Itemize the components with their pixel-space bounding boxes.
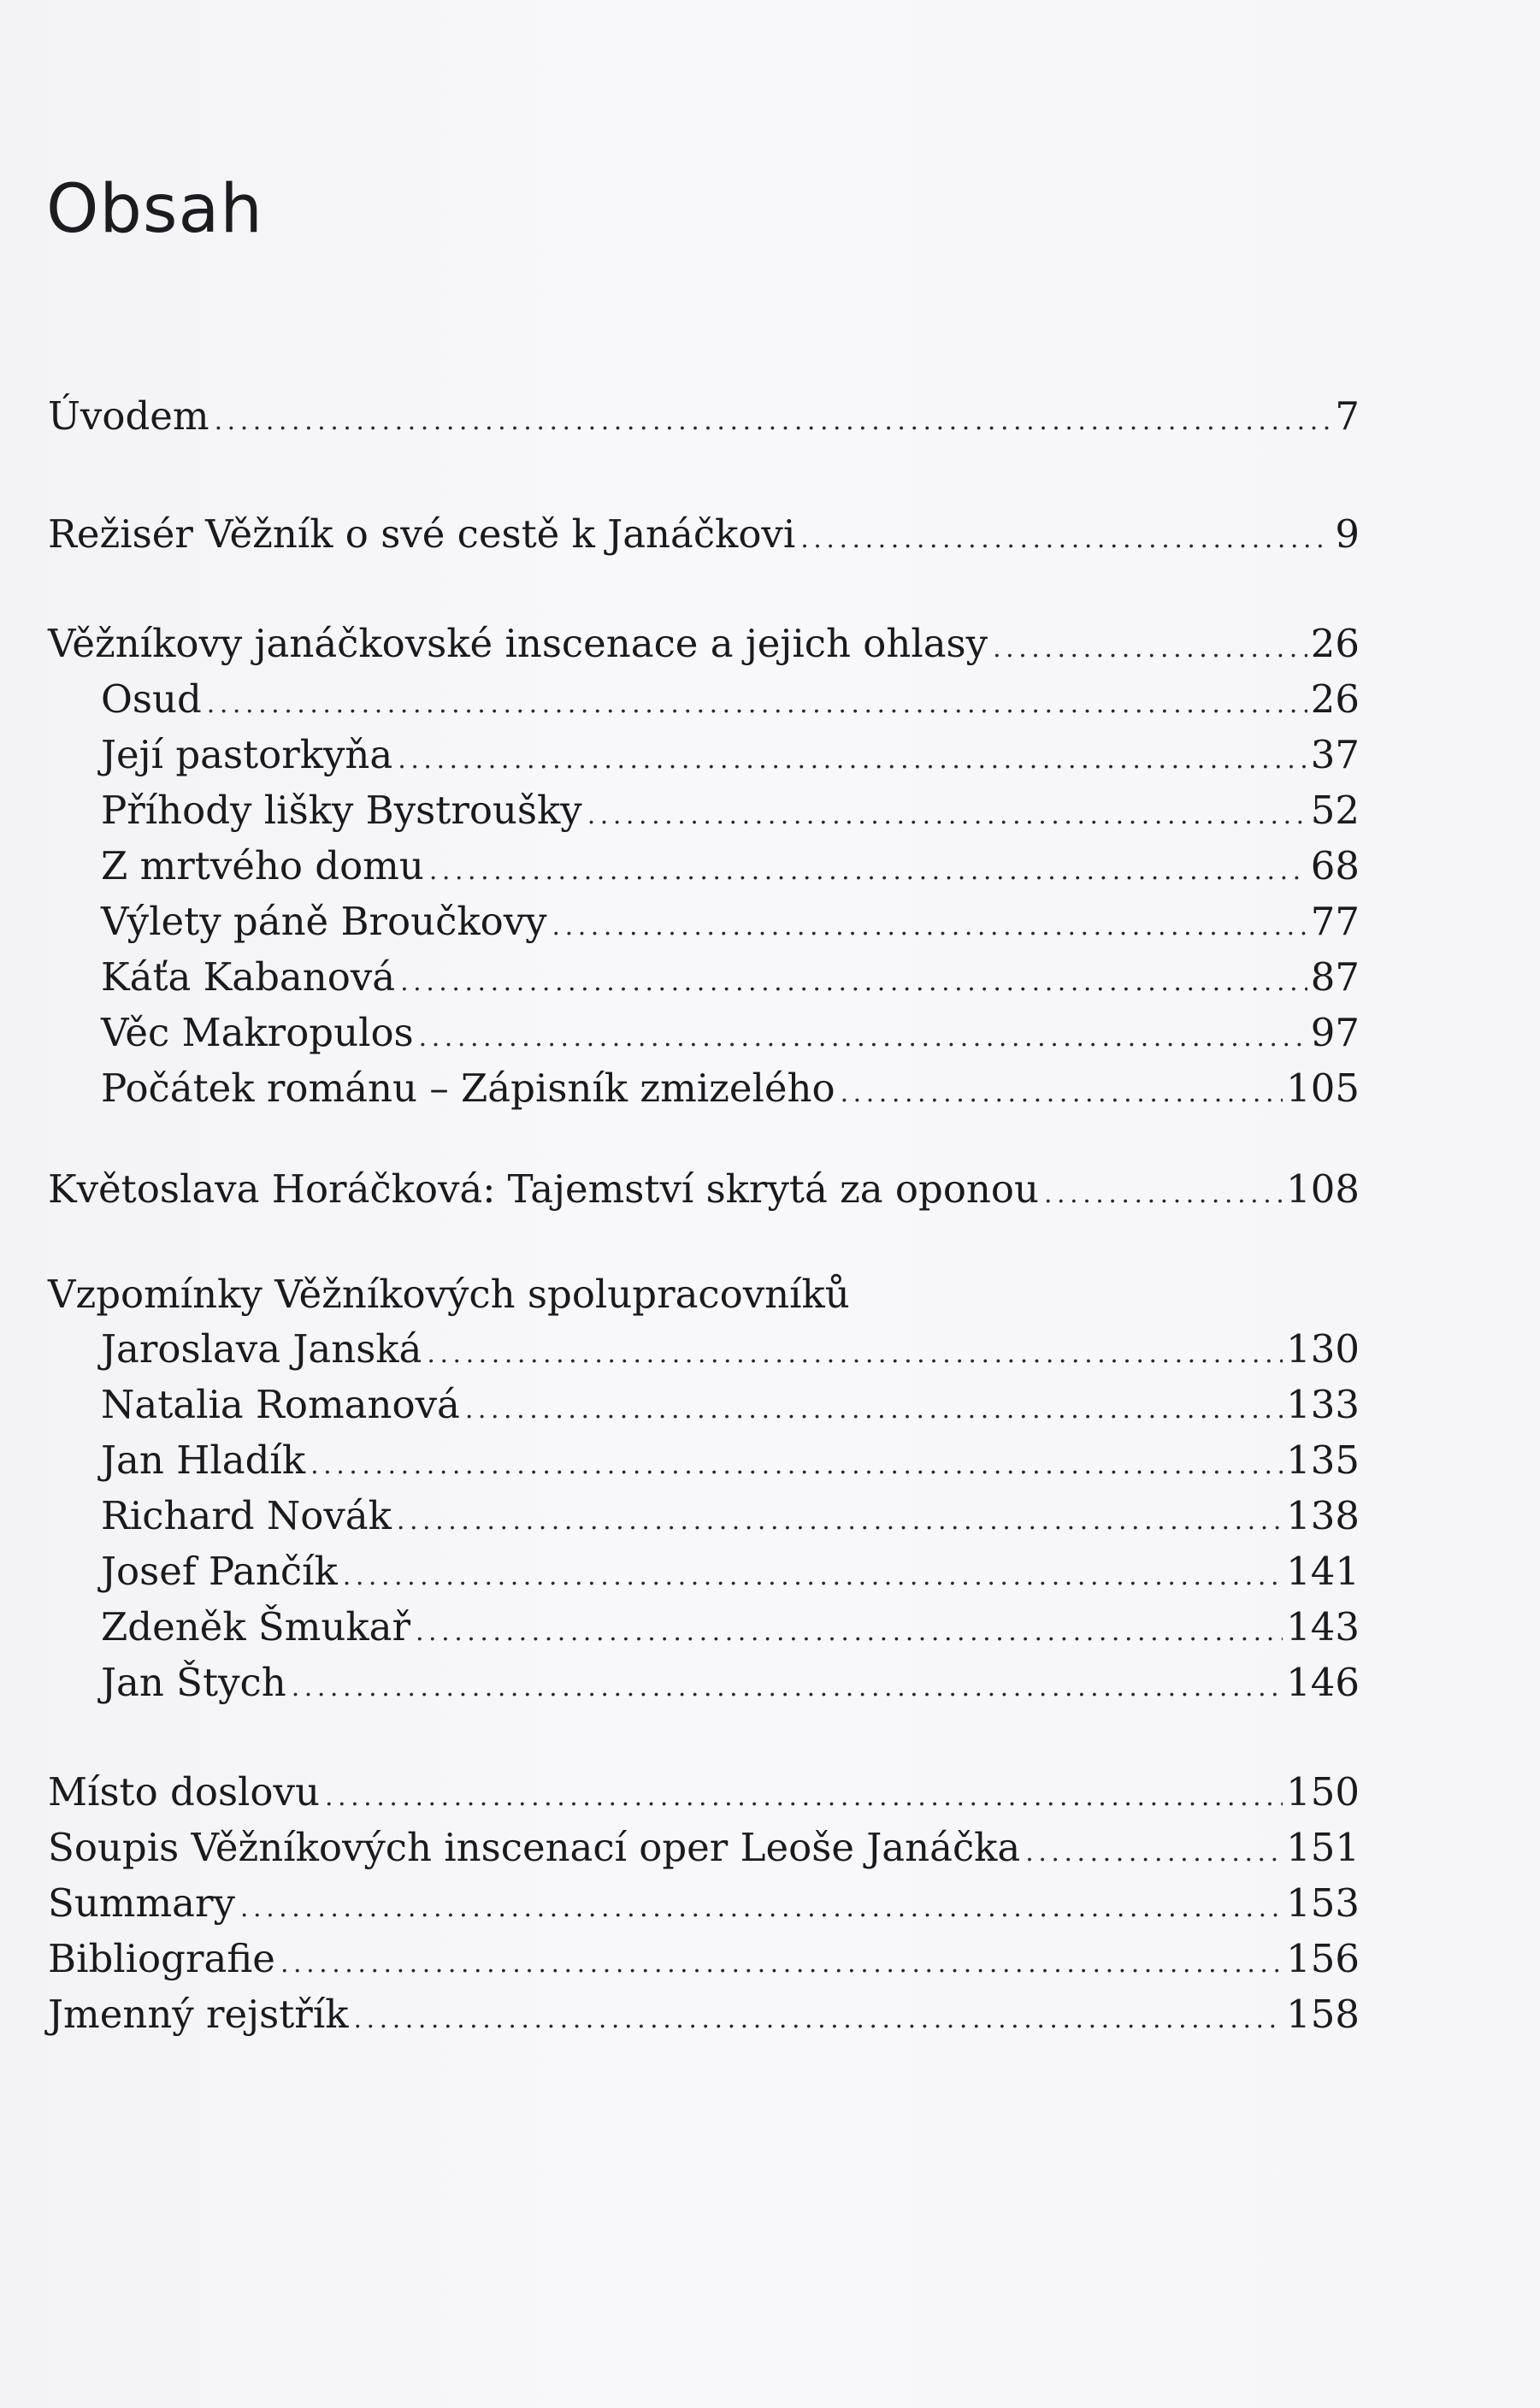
toc-entry (48, 1166, 1360, 1214)
toc-subentry (101, 843, 1360, 891)
dot-leader (343, 1561, 1283, 1591)
toc-entry-title: Věžníkovy janáčkovské inscenace a jejich ohlasy (48, 621, 988, 666)
toc-entry-page: 158 (1286, 1992, 1360, 2037)
dot-leader (552, 912, 1307, 941)
dot-leader (1025, 1838, 1283, 1868)
toc-entry-page: 143 (1286, 1604, 1360, 1650)
dot-leader (325, 1782, 1283, 1812)
toc-entry-title: Její pastorkyňa (101, 732, 393, 777)
toc-entry (48, 1769, 1360, 1817)
toc-entry-page: 151 (1286, 1825, 1360, 1870)
toc-entry-page: 130 (1286, 1326, 1360, 1372)
toc-entry-title: Soupis Věžníkových inscenací oper Leoše Janáčka (48, 1825, 1021, 1870)
toc-entry-page: 156 (1286, 1936, 1360, 1981)
dot-leader (429, 856, 1307, 886)
toc-entry-page: 105 (1286, 1065, 1360, 1111)
dot-leader (292, 1673, 1283, 1703)
toc-subentry (101, 788, 1360, 835)
toc-subentry (101, 1660, 1360, 1708)
toc-entry-title: Příhody lišky Bystroušky (101, 788, 582, 833)
toc-entry-page: 135 (1286, 1437, 1360, 1483)
toc-subentry (101, 1065, 1360, 1113)
dot-leader (397, 1506, 1283, 1536)
toc-entry-page: 37 (1310, 732, 1360, 777)
dot-leader (419, 1023, 1307, 1053)
toc-entry-page: 68 (1310, 843, 1360, 888)
toc-entry (48, 393, 1360, 441)
dot-leader (400, 967, 1307, 997)
dot-leader (993, 634, 1307, 664)
toc-entry-title: Květoslava Horáčková: Tajemství skrytá za oponou (48, 1166, 1039, 1212)
toc-entry-title: Osud (101, 676, 202, 722)
toc-entry-page: 133 (1286, 1382, 1360, 1427)
toc-entry-page: 146 (1286, 1660, 1360, 1705)
toc-entry-page: 9 (1335, 511, 1360, 557)
toc-subentry (101, 676, 1360, 724)
toc-entry-page: 7 (1335, 393, 1360, 439)
toc-subentry (101, 899, 1360, 947)
toc-entry (48, 1880, 1360, 1928)
toc-entry-title: Vzpomínky Věžníkových spolupracovníků (48, 1272, 850, 1317)
toc-entry-page: 87 (1310, 954, 1360, 1000)
toc-entry-title: Věc Makropulos (101, 1010, 414, 1055)
dot-leader (398, 745, 1307, 775)
toc-entry-title: Výlety páně Broučkovy (101, 899, 547, 944)
toc-entry-title: Bibliografie (48, 1936, 275, 1981)
toc-entry-page: 26 (1310, 676, 1360, 722)
page-title: Obsah (46, 171, 263, 248)
toc-entry-page: 52 (1310, 788, 1360, 833)
toc-subentry (101, 1549, 1360, 1596)
dot-leader (280, 1949, 1283, 1979)
dot-leader (416, 1617, 1283, 1647)
toc-entry-title: Richard Novák (101, 1493, 392, 1538)
toc-entry-title: Josef Pančík (101, 1549, 338, 1594)
dot-leader (353, 2004, 1283, 2034)
dot-leader (240, 1893, 1283, 1923)
dot-leader (310, 1450, 1283, 1480)
toc-subentry (101, 1326, 1360, 1374)
toc-subentry (101, 1382, 1360, 1430)
toc-entry (48, 1825, 1360, 1873)
toc-subentry (101, 1604, 1360, 1652)
toc-subentry (101, 1010, 1360, 1058)
toc-entry-title: Jan Štych (101, 1660, 286, 1705)
toc-entry-page: 141 (1286, 1549, 1360, 1594)
toc-entry-title: Režisér Věžník o své cestě k Janáčkovi (48, 511, 796, 557)
toc-entry-page: 150 (1286, 1769, 1360, 1815)
toc-entry (48, 621, 1360, 669)
toc-entry (48, 1936, 1360, 1984)
dot-leader (427, 1339, 1283, 1369)
toc-entry-title: Jaroslava Janská (101, 1326, 422, 1372)
toc-subentry (101, 1493, 1360, 1541)
toc-entry-page: 108 (1286, 1166, 1360, 1212)
toc-subentry (101, 954, 1360, 1002)
toc-subentry (101, 1437, 1360, 1485)
toc-entry-page: 138 (1286, 1493, 1360, 1538)
dot-leader (841, 1078, 1283, 1108)
toc-entry (48, 1992, 1360, 2039)
toc-entry-title: Káťa Kabanová (101, 954, 396, 1000)
toc-subentry (101, 732, 1360, 780)
toc-entry-page: 153 (1286, 1880, 1360, 1926)
toc-entry-title: Summary (48, 1880, 235, 1926)
toc-entry-title: Jmenný rejstřík (48, 1992, 349, 2037)
toc-entry-title: Z mrtvého domu (101, 843, 424, 888)
toc-entry-page: 97 (1310, 1010, 1360, 1055)
dot-leader (207, 689, 1307, 719)
toc-entry-title: Jan Hladík (101, 1437, 306, 1483)
dot-leader (800, 524, 1331, 554)
dot-leader (1044, 1179, 1283, 1209)
toc-entry-title: Úvodem (48, 393, 209, 439)
toc-entry-page: 26 (1310, 621, 1360, 666)
toc-entry-title: Počátek románu – Zápisník zmizelého (101, 1065, 835, 1111)
toc-entry-title: Zdeněk Šmukař (101, 1604, 410, 1650)
dot-leader (215, 406, 1332, 436)
dot-leader (587, 800, 1307, 830)
toc-entry-page: 77 (1310, 899, 1360, 944)
toc-entry (48, 511, 1360, 559)
toc-entry-title: Místo doslovu (48, 1769, 320, 1815)
dot-leader (465, 1395, 1283, 1425)
toc-entry-title: Natalia Romanová (101, 1382, 460, 1427)
toc-section-heading (48, 1272, 850, 1319)
